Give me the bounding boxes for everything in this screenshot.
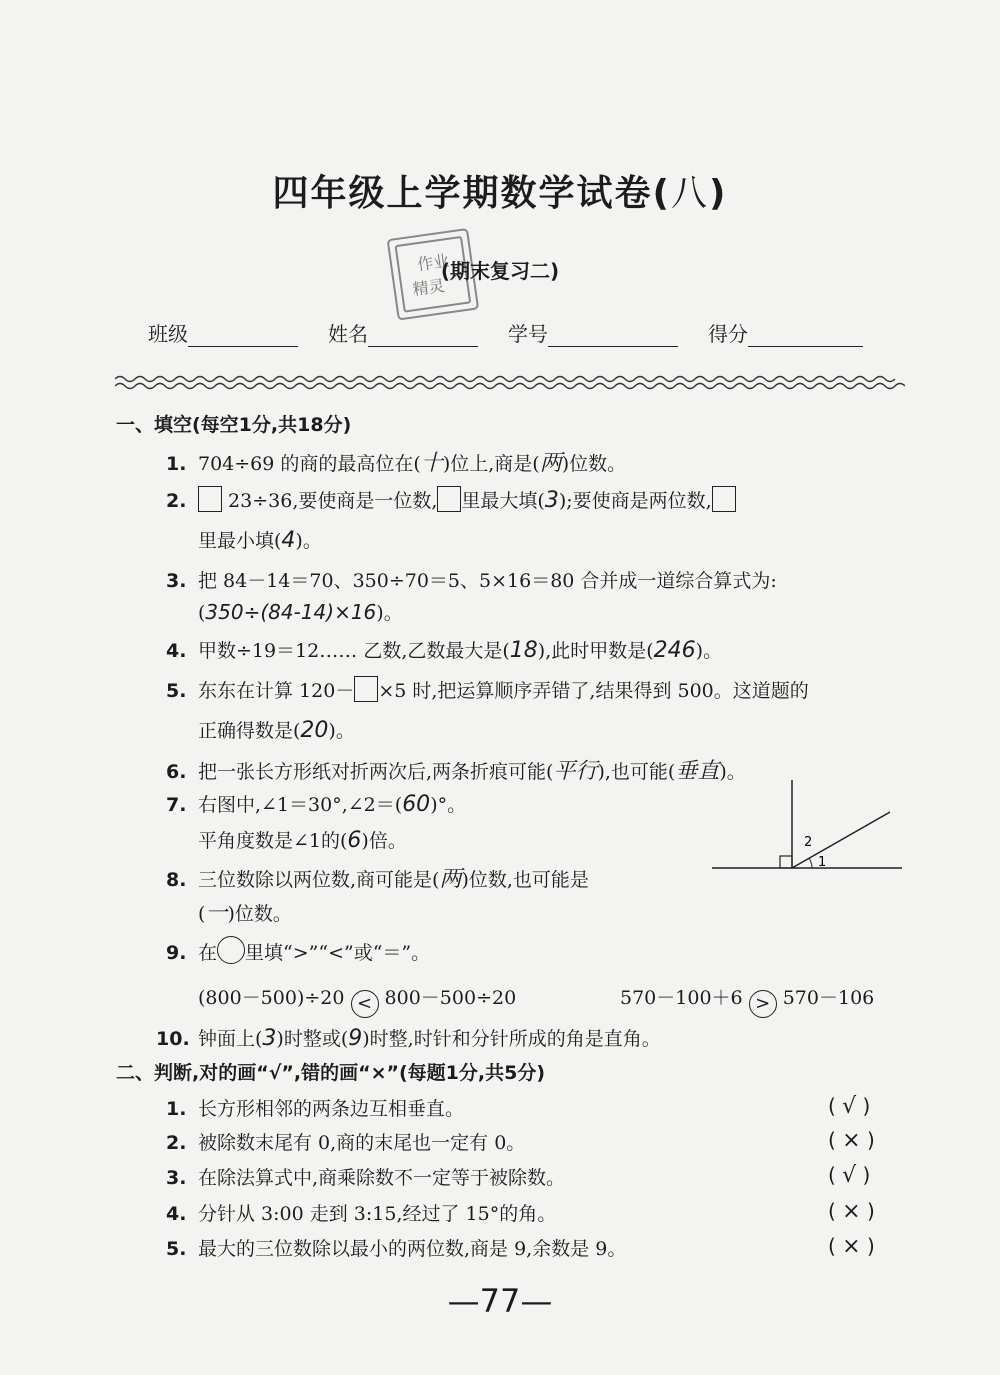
question-3-cont: (350÷(84-14)×16)。 bbox=[198, 600, 403, 624]
answer-2a[interactable]: 3 bbox=[544, 488, 559, 513]
answer-4b[interactable]: 246 bbox=[653, 638, 696, 663]
compare-circle bbox=[217, 936, 245, 964]
judge-mark-3[interactable]: ( √ ) bbox=[828, 1163, 871, 1188]
section1-heading: 一、填空(每空1分,共18分) bbox=[116, 414, 352, 436]
question-2-cont: 里最小填(4)。 bbox=[198, 528, 322, 553]
question-7-cont: 平角度数是∠1的(6)倍。 bbox=[198, 828, 407, 853]
question-6: 6. 把一张长方形纸对折两次后,两条折痕可能(平行),也可能(垂直)。 bbox=[166, 759, 746, 784]
question-4: 4. 甲数÷19＝12…… 乙数,乙数最大是(18),此时甲数是(246)。 bbox=[166, 638, 723, 663]
question-1: 1. 704÷69 的商的最高位在(十)位上,商是(两)位数。 bbox=[166, 451, 627, 476]
name-blank[interactable] bbox=[368, 322, 478, 347]
angle-2-label: 2 bbox=[804, 835, 813, 850]
answer-10a[interactable]: 3 bbox=[262, 1026, 277, 1051]
answer-7a[interactable]: 60 bbox=[402, 792, 431, 817]
answer-3[interactable]: 350÷(84-14)×16 bbox=[205, 600, 377, 624]
svg-text:精灵: 精灵 bbox=[411, 275, 446, 300]
compare-answer-2[interactable]: > bbox=[749, 990, 777, 1018]
judge-mark-4[interactable]: ( × ) bbox=[828, 1199, 875, 1224]
answer-5[interactable]: 20 bbox=[300, 718, 329, 743]
question-9: 9. 在 里填“>”“<”或“＝”。 bbox=[166, 936, 430, 965]
angle-1-label: 1 bbox=[818, 855, 827, 870]
answer-1a[interactable]: 十 bbox=[420, 451, 443, 476]
page-subtitle: (期末复习二) bbox=[440, 259, 560, 283]
judge-item-5: 5. 最大的三位数除以最小的两位数,商是 9,余数是 9。 bbox=[166, 1238, 627, 1260]
answer-8b[interactable]: 一 bbox=[205, 901, 228, 926]
answer-2b[interactable]: 4 bbox=[281, 528, 296, 553]
question-8-cont: (一)位数。 bbox=[198, 901, 292, 926]
blank-box[interactable] bbox=[712, 486, 736, 512]
score-field: 得分 bbox=[708, 318, 863, 347]
answer-8a[interactable]: 两 bbox=[439, 867, 462, 892]
question-7: 7. 右图中,∠1＝30°,∠2＝(60)°。 bbox=[166, 792, 467, 817]
answer-4a[interactable]: 18 bbox=[509, 638, 538, 663]
page-title: 四年级上学期数学试卷(八) bbox=[272, 173, 728, 214]
question-2: 2. 23÷36,要使商是一位数, 里最大填(3);要使商是两位数, bbox=[166, 486, 736, 513]
blank-box[interactable] bbox=[354, 676, 378, 702]
answer-7b[interactable]: 6 bbox=[347, 828, 362, 853]
judge-item-2: 2. 被除数末尾有 0,商的末尾也一定有 0。 bbox=[166, 1132, 526, 1154]
class-blank[interactable] bbox=[188, 322, 298, 347]
judge-mark-5[interactable]: ( × ) bbox=[828, 1234, 875, 1259]
judge-item-3: 3. 在除法算式中,商乘除数不一定等于被除数。 bbox=[166, 1167, 566, 1189]
compare-answer-1[interactable]: < bbox=[351, 990, 379, 1018]
name-field: 姓名 bbox=[328, 318, 478, 347]
answer-6a[interactable]: 平行 bbox=[553, 759, 598, 784]
question-8: 8. 三位数除以两位数,商可能是(两)位数,也可能是 bbox=[166, 867, 589, 892]
answer-6b[interactable]: 垂直 bbox=[675, 759, 720, 784]
question-5: 5. 东东在计算 120－ ×5 时,把运算顺序弄错了,结果得到 500。这道题的 bbox=[166, 676, 809, 703]
id-field: 学号 bbox=[508, 318, 678, 347]
judge-item-1: 1. 长方形相邻的两条边互相垂直。 bbox=[166, 1098, 465, 1120]
angle-figure bbox=[712, 780, 902, 880]
question-10: 10. 钟面上(3)时整或(9)时整,时针和分针所成的角是直角。 bbox=[156, 1026, 661, 1051]
question-3: 3. 把 84－14＝70、350÷70＝5、5×16＝80 合并成一道综合算式为: bbox=[166, 570, 777, 592]
id-blank[interactable] bbox=[548, 322, 678, 347]
question-9-expr2: 570－100＋6 > 570－106 bbox=[620, 983, 874, 1018]
blank-box[interactable] bbox=[198, 486, 222, 512]
judge-mark-2[interactable]: ( × ) bbox=[828, 1128, 875, 1153]
class-field: 班级 bbox=[148, 318, 298, 347]
blank-box[interactable] bbox=[437, 486, 461, 512]
svg-text:作业: 作业 bbox=[416, 250, 451, 275]
judge-item-4: 4. 分针从 3:00 走到 3:15,经过了 15°的角。 bbox=[166, 1203, 557, 1225]
score-blank[interactable] bbox=[748, 322, 863, 347]
answer-1b[interactable]: 两 bbox=[539, 451, 562, 476]
page-number: —77— bbox=[447, 1282, 553, 1320]
answer-10b[interactable]: 9 bbox=[348, 1026, 363, 1051]
question-9-expr1: (800－500)÷20 < 800－500÷20 bbox=[198, 983, 516, 1018]
wavy-divider bbox=[115, 374, 905, 392]
section2-heading: 二、判断,对的画“√”,错的画“×”(每题1分,共5分) bbox=[116, 1062, 546, 1084]
judge-mark-1[interactable]: ( √ ) bbox=[828, 1094, 871, 1119]
question-5-cont: 正确得数是(20)。 bbox=[198, 718, 355, 743]
